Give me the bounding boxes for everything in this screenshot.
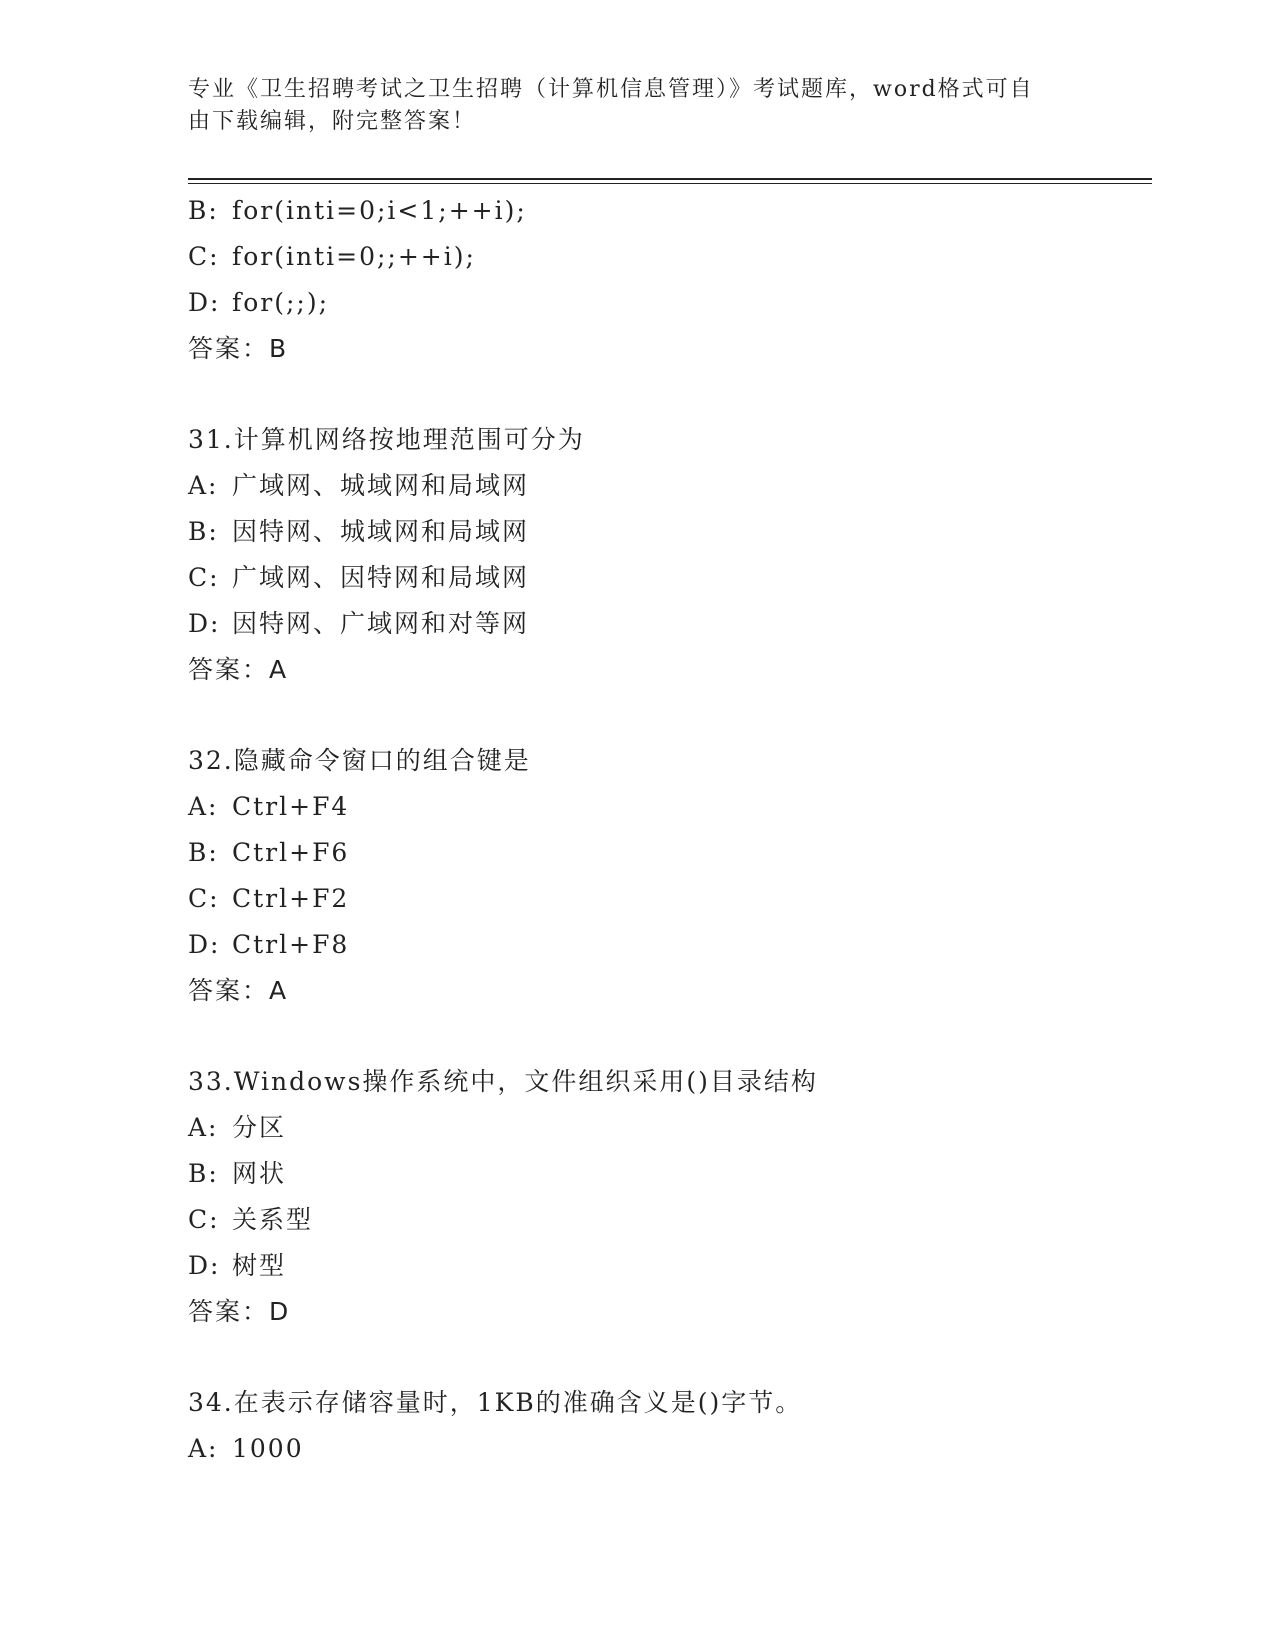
option-label: A: (188, 792, 219, 821)
spacer (188, 372, 1152, 417)
option-text: for(inti=0;i<1;++i); (232, 196, 527, 225)
spacer (188, 693, 1152, 738)
option-label: D: (188, 1251, 221, 1280)
option-label: D: (188, 930, 221, 959)
option-line (188, 463, 1152, 509)
option-line (188, 1243, 1152, 1289)
spacer (188, 1014, 1152, 1059)
answer-line: 答案：D (188, 1297, 291, 1326)
question-list (188, 188, 1152, 1472)
option-label: A: (188, 471, 219, 500)
option-label: B: (188, 196, 219, 225)
option-line (188, 1105, 1152, 1151)
option-line (188, 784, 1152, 830)
option-line (188, 1151, 1152, 1197)
option-text: 网状 (232, 1159, 287, 1188)
option-text: 因特网、广域网和对等网 (232, 609, 530, 638)
option-line (188, 234, 1152, 280)
option-label: B: (188, 838, 219, 867)
header-line-1: 专业《卫生招聘考试之卫生招聘（计算机信息管理）》考试题库，word格式可自 (188, 77, 1034, 102)
option-text: Ctrl+F2 (232, 884, 350, 913)
option-text: Ctrl+F4 (232, 792, 350, 821)
header-line-2: 由下载编辑，附完整答案！ (188, 109, 477, 134)
option-label: B: (188, 517, 219, 546)
option-text: 因特网、城域网和局域网 (232, 517, 530, 546)
option-text: 树型 (232, 1251, 287, 1280)
answer-line: 答案：A (188, 976, 289, 1005)
option-line (188, 830, 1152, 876)
option-line (188, 1426, 1152, 1472)
option-line (188, 1197, 1152, 1243)
option-line (188, 876, 1152, 922)
option-text: Ctrl+F8 (232, 930, 350, 959)
answer-line: 答案：B (188, 334, 289, 363)
document-header (188, 74, 1088, 138)
question-title: 33.Windows操作系统中，文件组织采用()目录结构 (188, 1067, 818, 1096)
answer-line: 答案：A (188, 655, 289, 684)
option-text: for(;;); (232, 288, 330, 317)
option-text: 1000 (232, 1434, 304, 1463)
option-text: for(inti=0;;++i); (232, 242, 476, 271)
option-label: A: (188, 1434, 219, 1463)
spacer (188, 1335, 1152, 1380)
option-line (188, 601, 1152, 647)
option-label: C: (188, 242, 220, 271)
question-title: 34.在表示存储容量时，1KB的准确含义是()字节。 (188, 1388, 803, 1417)
option-line (188, 922, 1152, 968)
option-label: C: (188, 563, 220, 592)
option-label: C: (188, 884, 220, 913)
header-divider-thick (188, 178, 1152, 180)
option-text: 广域网、城域网和局域网 (232, 471, 530, 500)
option-label: A: (188, 1113, 219, 1142)
question-title: 32.隐藏命令窗口的组合键是 (188, 746, 531, 775)
option-line (188, 188, 1152, 234)
question-title: 31.计算机网络按地理范围可分为 (188, 425, 585, 454)
option-text: 分区 (232, 1113, 287, 1142)
option-line (188, 280, 1152, 326)
option-label: C: (188, 1205, 220, 1234)
option-label: B: (188, 1159, 219, 1188)
option-line (188, 509, 1152, 555)
option-label: D: (188, 609, 221, 638)
header-divider-thin (188, 183, 1152, 184)
option-text: 关系型 (232, 1205, 314, 1234)
option-text: Ctrl+F6 (232, 838, 350, 867)
option-line (188, 555, 1152, 601)
option-label: D: (188, 288, 221, 317)
option-text: 广域网、因特网和局域网 (232, 563, 530, 592)
